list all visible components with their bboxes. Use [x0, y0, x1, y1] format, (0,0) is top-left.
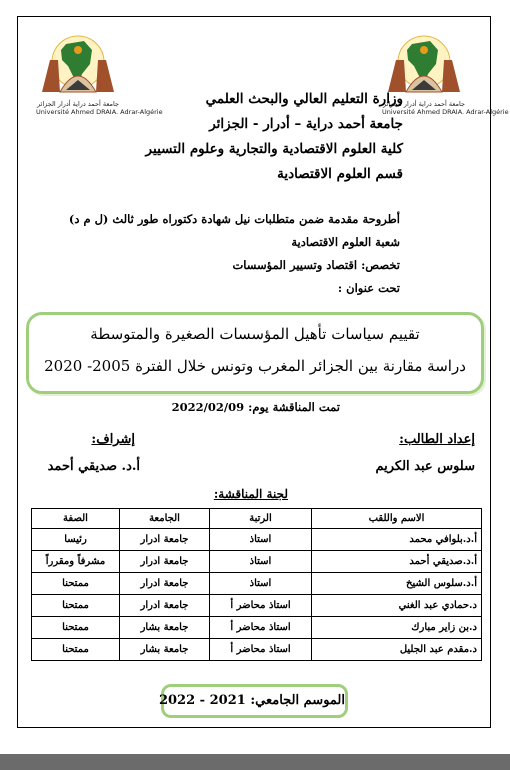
logo-caption-french: Université Ahmed DRAIA. Adrar-Algérie: [36, 108, 163, 116]
thesis-purpose: أطروحة مقدمة ضمن متطلبات نيل شهادة دكتوراه طور ثالث (ل م د): [68, 212, 400, 226]
academic-season: [158, 693, 345, 708]
thesis-title-box: [26, 312, 484, 394]
member-rank: استاذ محاضر أ: [210, 639, 312, 661]
ministry-name: وزارة التعليم العالي والبحث العلمي: [205, 91, 403, 107]
member-university: جامعة ادرار: [120, 529, 210, 551]
member-university: جامعة ادرار: [120, 551, 210, 573]
column-header-role: الصفة: [32, 509, 120, 529]
table-row: [32, 595, 482, 617]
table-row: [32, 617, 482, 639]
table-row: [32, 639, 482, 661]
season-years: 2021 - 2022: [158, 693, 246, 708]
thesis-title-line-2: دراسة مقارنة بين الجزائر المغرب وتونس خلال الفترة 2005- 2020: [44, 357, 466, 375]
member-name: د.بن زاير مبارك: [312, 617, 482, 639]
logo-caption-arabic: جامعة أحمد دراية أدرار الجزائر: [382, 100, 466, 108]
specialty-value: اقتصاد وتسيير المؤسسات: [232, 258, 358, 272]
thesis-branch: شعبة العلوم الاقتصادية: [291, 235, 400, 249]
member-rank: استاذ محاضر أ: [210, 595, 312, 617]
university-emblem-icon: [36, 30, 120, 100]
supervisor-name: أ.د. صديقي أحمد: [47, 459, 140, 474]
member-rank: استاذ محاضر أ: [210, 617, 312, 639]
student-name: سلوس عبد الكريم: [375, 459, 475, 474]
logo-caption-arabic: جامعة أحمد دراية أدرار الجزائر: [36, 100, 120, 108]
member-rank: استاذ: [210, 573, 312, 595]
member-university: جامعة بشار: [120, 639, 210, 661]
member-role: ممتحنا: [32, 595, 120, 617]
member-university: جامعة ادرار: [120, 595, 210, 617]
defense-date-value: 2022/02/09: [171, 400, 245, 414]
table-header-row: [32, 509, 482, 529]
member-name: د.مقدم عبد الجليل: [312, 639, 482, 661]
member-university: جامعة بشار: [120, 617, 210, 639]
member-role: مشرفاً ومقرراً: [32, 551, 120, 573]
member-name: أ.د.بلوافي محمد: [312, 529, 482, 551]
member-name: أ.د.صديقي أحمد: [312, 551, 482, 573]
thesis-title-line-1: تقييم سياسات تأهيل المؤسسات الصغيرة والمتوسطة: [90, 325, 420, 343]
university-logo-left: [36, 30, 163, 116]
university-emblem-icon: [382, 30, 466, 100]
table-row: [32, 551, 482, 573]
specialty-label: تخصص:: [361, 258, 400, 272]
column-header-university: الجامعة: [120, 509, 210, 529]
logo-caption-french: Université Ahmed DRAIA. Adrar-Algérie: [382, 108, 509, 116]
season-label: الموسم الجامعي:: [250, 693, 345, 708]
defense-date-label: تمت المناقشة يوم:: [248, 400, 340, 414]
member-rank: استاذ: [210, 529, 312, 551]
table-row: [32, 529, 482, 551]
member-name: أ.د.سلوس الشيخ: [312, 573, 482, 595]
faculty-name: كلية العلوم الاقتصادية والتجارية وعلوم التسيير: [145, 141, 403, 157]
column-header-rank: الرتبة: [210, 509, 312, 529]
column-header-name: الاسم واللقب: [312, 509, 482, 529]
university-name: جامعة أحمد دراية – أدرار - الجزائر: [209, 116, 403, 132]
thesis-specialty: [232, 258, 400, 272]
member-name: د.حمادي عبد الغني: [312, 595, 482, 617]
department-name: قسم العلوم الاقتصادية: [277, 166, 403, 182]
supervisor-label: إشراف:: [91, 432, 135, 447]
member-role: ممتحنا: [32, 617, 120, 639]
bottom-gray-bar: [0, 754, 510, 770]
table-row: [32, 573, 482, 595]
defense-date: [172, 400, 340, 414]
student-label: إعداد الطالب:: [399, 432, 475, 447]
academic-season-box: [158, 684, 348, 718]
member-rank: استاذ: [210, 551, 312, 573]
committee-table: [31, 508, 482, 661]
committee-label: لجنة المناقشة:: [213, 487, 288, 501]
member-role: ممتحنا: [32, 639, 120, 661]
member-role: ممتحنا: [32, 573, 120, 595]
member-role: رئيسا: [32, 529, 120, 551]
under-title-label: تحت عنوان :: [337, 281, 400, 295]
member-university: جامعة ادرار: [120, 573, 210, 595]
